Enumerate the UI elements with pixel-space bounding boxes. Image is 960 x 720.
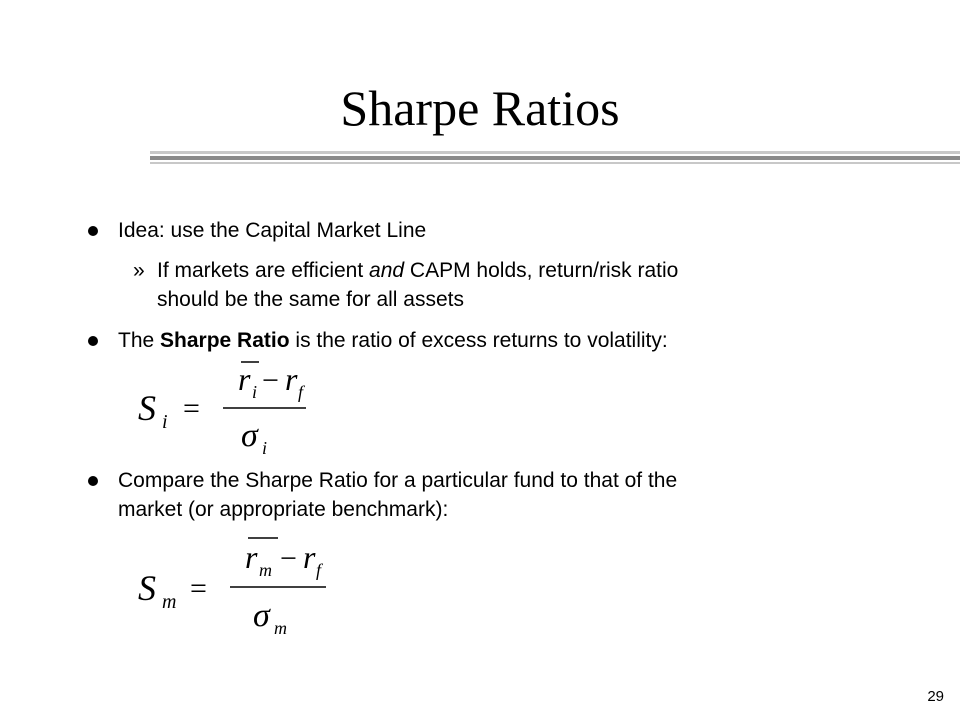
formula-symbol: σ [241,417,258,454]
bullet-text-bold: Sharpe Ratio [160,329,290,352]
sub-bullet-text-a: If markets are efficient [157,259,370,282]
sub-bullet-text-line2: should be the same for all assets [157,288,465,311]
page-number: 29 [927,688,944,705]
formula-subscript: i [262,438,268,458]
bullet-dot [88,336,98,346]
bullet-dot [88,476,98,486]
formula-symbol: S [138,568,156,608]
sub-bullet-text-line1 [157,257,678,284]
bullet-text-b: is the ratio of excess returns to volatility: [289,329,668,352]
formula-subscript: m [259,560,272,580]
title-divider-middle [150,156,960,160]
sub-bullet-marker: » [133,259,145,282]
bullet-dot [88,226,98,236]
formula-subscript: f [316,560,322,580]
formula-minus: − [262,364,279,397]
market-sharpe-formula [138,530,338,640]
formula-symbol: r [245,539,258,575]
formula-symbol: σ [253,597,270,634]
formula-subscript: i [162,411,168,433]
formula-subscript: m [274,618,287,638]
formula-symbol: S [138,388,156,428]
formula-symbol: r [238,361,251,397]
bullet-text-line1: Compare the Sharpe Ratio for a particular fund to that of the [118,469,678,492]
bullet-text-a: The [118,329,161,352]
formula-equals: = [190,572,207,605]
formula-symbol: r [285,361,298,397]
formula-subscript: i [252,382,258,402]
sub-bullet-text-b: CAPM holds, return/risk ratio [404,259,679,282]
formula-subscript: m [162,591,177,613]
fund-sharpe-formula [138,360,308,460]
bullet-text-line2: market (or appropriate benchmark): [118,498,449,521]
title-divider-top [150,151,960,154]
title-divider-bottom [150,162,960,164]
formula-equals: = [183,392,200,425]
sub-bullet-text-emphasis: and [369,259,405,282]
formula-subscript: f [298,382,304,402]
bullet-text [118,327,668,354]
bullet-text: Idea: use the Capital Market Line [118,219,427,242]
formula-symbol: r [303,539,316,575]
slide-title: Sharpe Ratios [340,80,620,136]
formula-minus: − [280,542,297,575]
